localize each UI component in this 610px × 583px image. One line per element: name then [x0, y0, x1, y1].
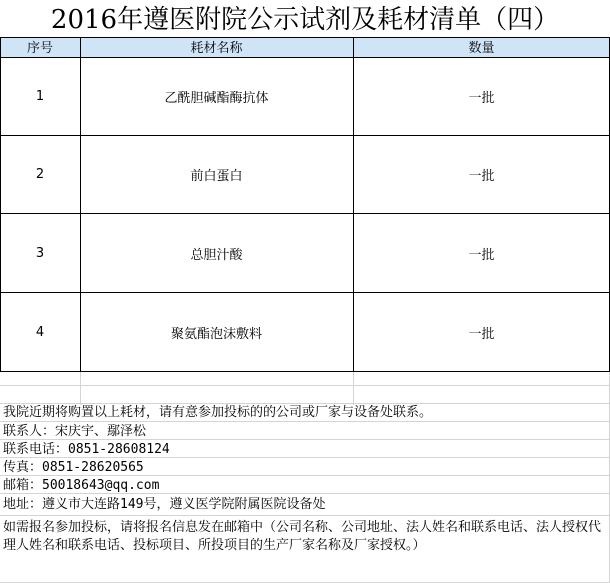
header-name: 耗材名称 — [190, 41, 243, 56]
row-1-name: 乙酰胆碱酯酶抗体 — [164, 90, 269, 106]
row-2-qty: 一批 — [468, 169, 495, 184]
row-divider — [0, 213, 610, 214]
signup-instructions: 如需报名参加投标，请将报名信息发在邮箱中（公司名称、公司地址、法人姓名和联系电话、法人授权代理人姓名和联系电话、投标项目、所投项目的生产厂家名称及厂家授权。） — [3, 520, 602, 553]
row-1-no: 1 — [35, 88, 45, 104]
row-3-no: 3 — [35, 245, 45, 261]
header-no: 序号 — [26, 41, 53, 56]
column-divider — [0, 37, 1, 372]
row-1-qty: 一批 — [468, 90, 495, 106]
row-divider — [0, 371, 610, 372]
page-title: 2016年遵医附院公示试剂及耗材清单（四） — [50, 5, 560, 35]
row-divider — [0, 135, 610, 136]
contact-phone: 联系电话：0851-28608124 — [3, 442, 170, 457]
grid-line — [0, 385, 610, 386]
grid-line — [353, 372, 354, 405]
row-4-qty: 一批 — [468, 326, 495, 342]
row-3-name: 总胆汁酸 — [190, 247, 243, 263]
contact-address: 地址：遵义市大连路149号，遵义医学院附属医院设备处 — [3, 497, 326, 512]
grid-line — [0, 515, 610, 516]
column-divider — [353, 37, 354, 372]
row-2-no: 2 — [35, 167, 45, 182]
row-divider — [0, 292, 610, 293]
contact-fax: 传真：0851-28620565 — [3, 460, 144, 475]
column-divider — [80, 37, 81, 372]
grid-line — [80, 372, 81, 405]
notice-intro: 我院近期将购置以上耗材，请有意参加投标的的公司或厂家与设备处联系。 — [3, 405, 433, 420]
row-3-qty: 一批 — [468, 247, 495, 263]
row-2-name: 前白蛋白 — [190, 169, 243, 184]
row-4-name: 聚氨酯泡沫敷料 — [170, 326, 262, 342]
contact-email: 邮箱：50018643@qq.com — [3, 478, 160, 493]
header-qty: 数量 — [468, 41, 495, 56]
row-4-no: 4 — [35, 324, 45, 340]
contact-person: 联系人：宋庆宇、鄢泽松 — [3, 424, 147, 439]
